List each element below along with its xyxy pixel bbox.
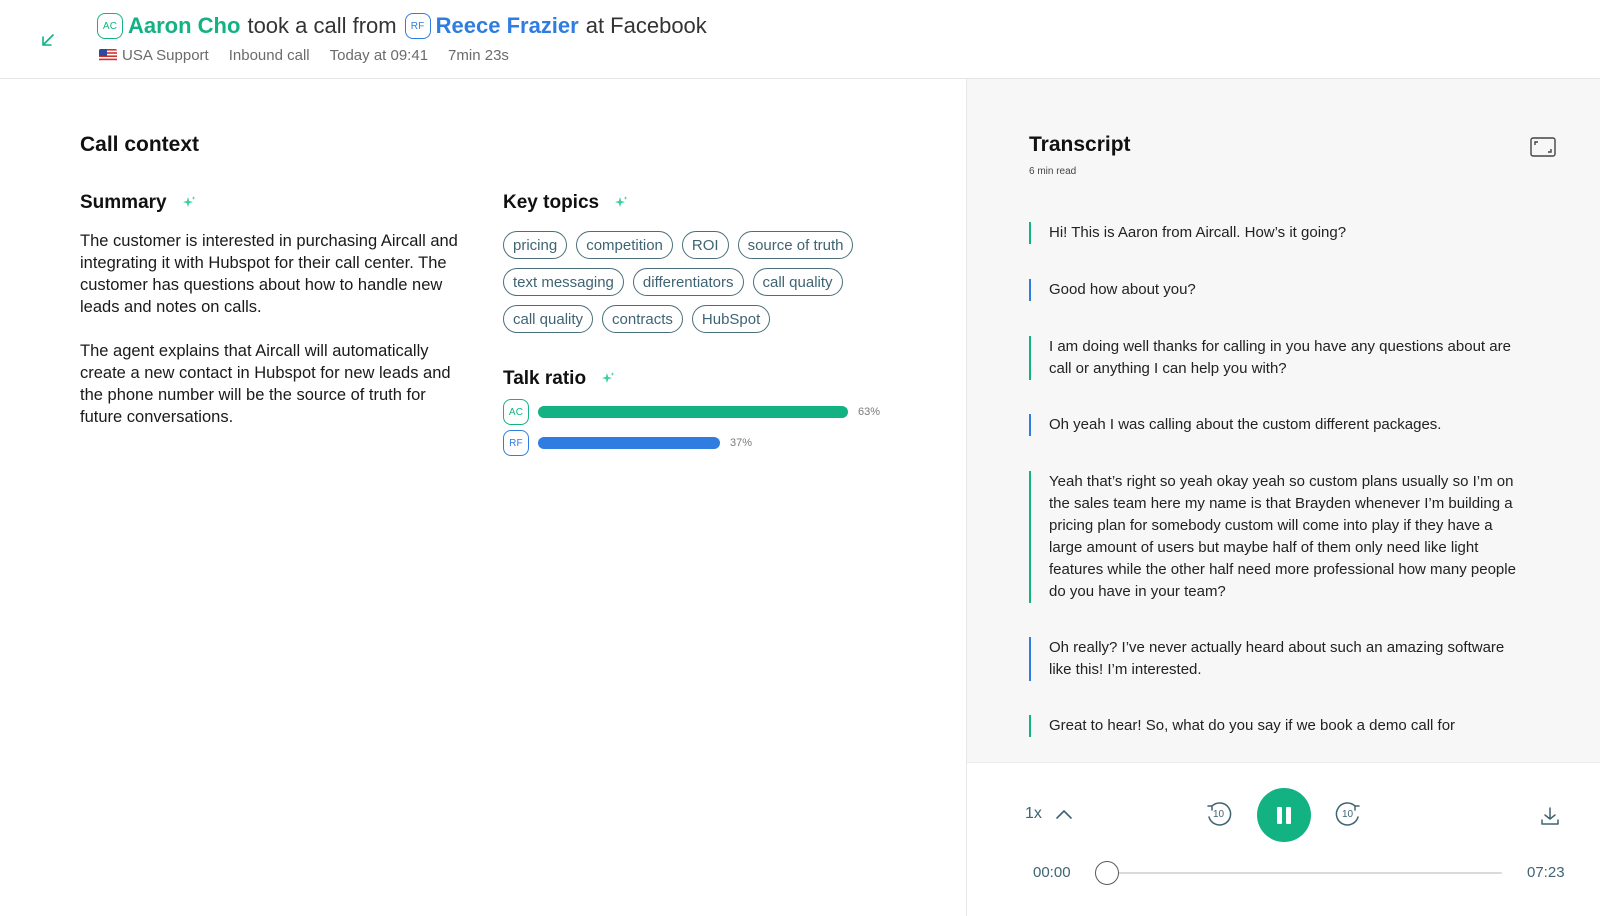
progress-thumb[interactable] [1095, 861, 1119, 885]
transcript-line: Good how about you? [1029, 279, 1519, 301]
call-title [97, 12, 707, 40]
transcript-line: I am doing well thanks for calling in you have any questions about are call or anything I can help you with? [1029, 336, 1519, 380]
topic-chip[interactable]: competition [576, 231, 673, 259]
key-topics-list [503, 231, 893, 333]
playback-speed[interactable]: 1x [1025, 805, 1042, 822]
call-context-panel [0, 79, 966, 916]
rewind-10-button[interactable] [1204, 800, 1234, 830]
topic-chip[interactable]: text messaging [503, 268, 624, 296]
key-topics-heading [503, 192, 629, 214]
talk-ratio-row-agent [503, 399, 880, 425]
key-topics-title: Key topics [503, 192, 600, 213]
us-flag-icon [99, 49, 117, 62]
talk-ratio-row-caller [503, 430, 752, 456]
rewind-seconds-label: 10 [1213, 809, 1225, 820]
topic-chip[interactable]: ROI [682, 231, 729, 259]
summary-body [80, 230, 460, 450]
chevron-up-icon[interactable] [1055, 807, 1071, 819]
ai-sparkle-icon [613, 195, 629, 211]
topic-chip[interactable]: contracts [602, 305, 683, 333]
pause-button[interactable] [1257, 788, 1311, 842]
download-icon[interactable] [1539, 805, 1561, 827]
talk-ratio-bar-caller [538, 437, 720, 449]
topic-chip[interactable]: call quality [503, 305, 593, 333]
transcript-line: Oh yeah I was calling about the custom different packages. [1029, 414, 1519, 436]
forward-10-button[interactable] [1333, 800, 1363, 830]
arrow-down-left-icon[interactable] [38, 30, 58, 50]
talk-ratio-heading [503, 368, 616, 390]
topic-chip[interactable]: source of truth [738, 231, 854, 259]
summary-paragraph: The agent explains that Aircall will automatically create a new contact in Hubspot for new leads and the phone number will be the source of truth for future conversations. [80, 342, 451, 426]
summary-heading [80, 192, 197, 214]
call-header [0, 0, 1600, 79]
talk-ratio-track [538, 437, 848, 449]
audio-player [967, 762, 1600, 916]
summary-paragraph: The customer is interested in purchasing Aircall and integrating it with Hubspot for their call center. The customer has questions about how to handle new leads and notes on calls. [80, 232, 458, 316]
pause-icon [1277, 807, 1282, 824]
agent-name[interactable]: Aaron Cho [128, 13, 241, 38]
summary-title: Summary [80, 192, 167, 213]
transcript-list[interactable] [1029, 219, 1529, 759]
topic-chip[interactable]: pricing [503, 231, 567, 259]
read-time-label: 6 min read [1029, 166, 1077, 177]
ai-sparkle-icon [600, 371, 616, 387]
transcript-line: Hi! This is Aaron from Aircall. How’s it going? [1029, 222, 1519, 244]
call-action-text: took a call from [247, 13, 397, 38]
current-time: 00:00 [1033, 864, 1071, 881]
forward-seconds-label: 10 [1342, 809, 1354, 820]
team-label: USA Support [122, 47, 209, 64]
expand-icon[interactable] [1530, 137, 1556, 157]
total-time: 07:23 [1527, 864, 1565, 881]
transcript-panel [966, 79, 1600, 916]
topic-chip[interactable]: HubSpot [692, 305, 770, 333]
talk-ratio-percent: 63% [858, 406, 881, 418]
caller-avatar: RF [405, 13, 431, 39]
caller-name[interactable]: Reece Frazier [435, 13, 579, 38]
caller-avatar: RF [503, 430, 529, 456]
call-context-title: Call context [80, 133, 200, 156]
call-time-label: Today at 09:41 [329, 47, 429, 64]
transcript-line: Oh really? I’ve never actually heard about such an amazing software like this! I’m interested. [1029, 637, 1519, 681]
agent-avatar: AC [97, 13, 123, 39]
talk-ratio-title: Talk ratio [503, 368, 587, 389]
call-meta [99, 47, 529, 64]
pause-icon [1286, 807, 1291, 824]
talk-ratio-bar-agent [538, 406, 848, 418]
ai-sparkle-icon [181, 195, 197, 211]
call-duration-label: 7min 23s [448, 47, 509, 64]
talk-ratio-percent: 37% [730, 437, 753, 449]
progress-track[interactable] [1102, 872, 1502, 874]
talk-ratio-track [538, 406, 848, 418]
agent-avatar: AC [503, 399, 529, 425]
topic-chip[interactable]: differentiators [633, 268, 744, 296]
call-type-label: Inbound call [228, 47, 310, 64]
transcript-line: Great to hear! So, what do you say if we book a demo call for [1029, 715, 1519, 737]
transcript-title: Transcript [1029, 133, 1131, 156]
transcript-line: Yeah that’s right so yeah okay yeah so custom plans usually so I’m on the sales team here my name is that Brayden whenever I’m building a pricing plan for somebody custom will come into play if they have a large amount of users but maybe half of them only need like light features while the other half need more professional how many people do you have in your team? [1029, 471, 1519, 603]
topic-chip[interactable]: call quality [753, 268, 843, 296]
caller-company: at Facebook [585, 13, 707, 38]
